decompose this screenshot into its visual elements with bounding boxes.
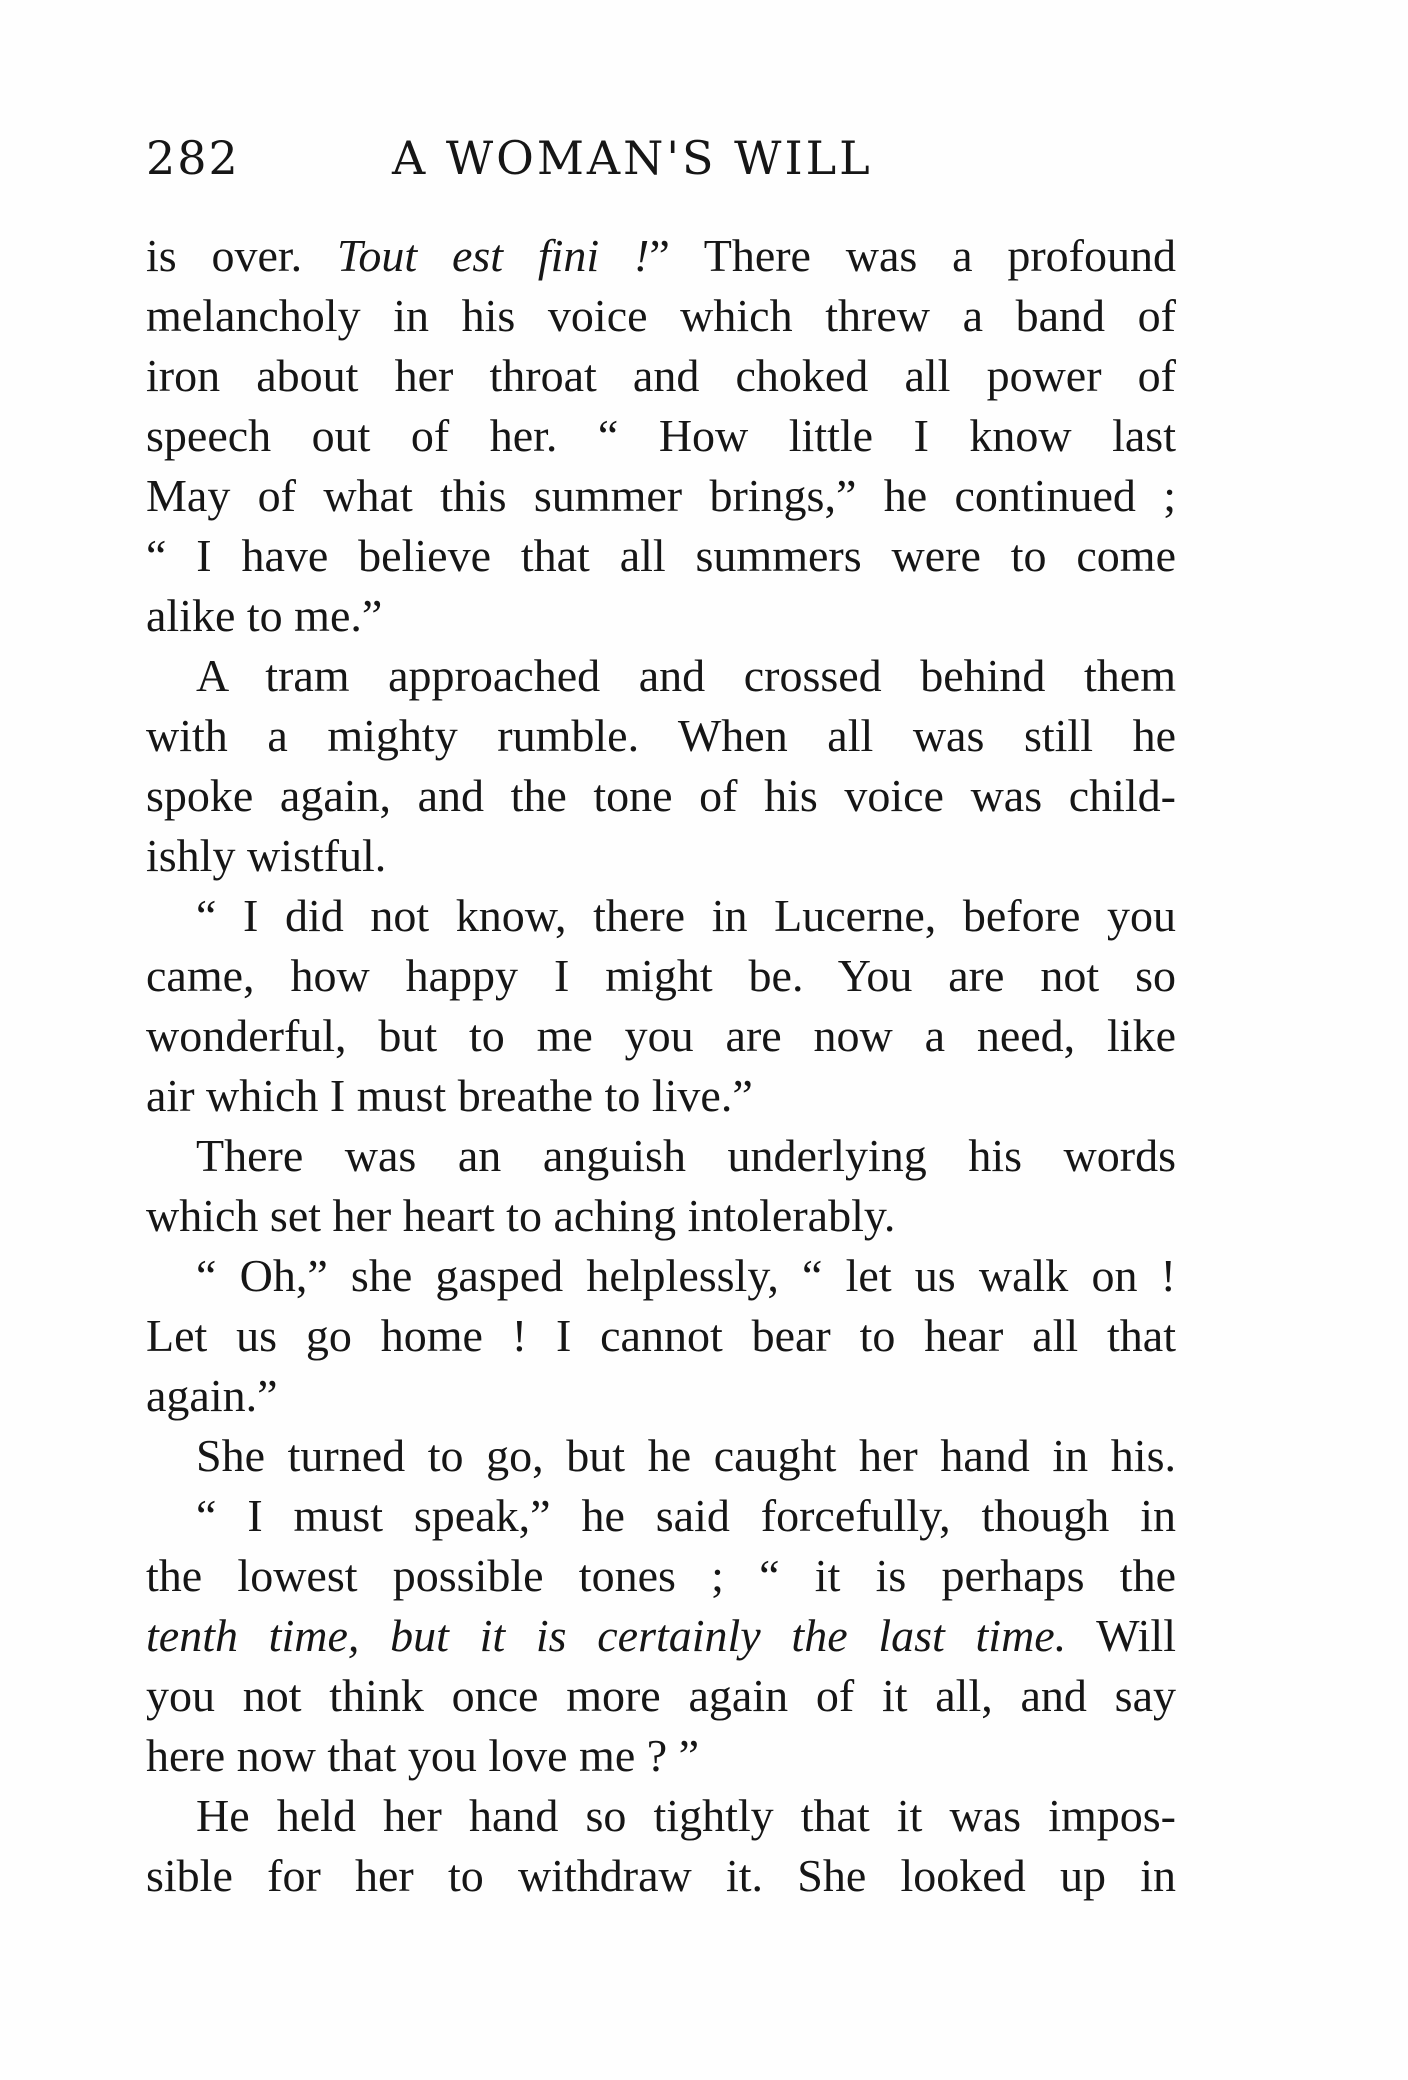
text-line: Let us go home ! I cannot bear to hear all that — [146, 1310, 1176, 1361]
running-title: A WOMAN'S WILL — [392, 131, 873, 185]
text-line: alike to me.” — [146, 590, 383, 641]
body-text — [146, 226, 1176, 1906]
text-line: “ I have believe that all summers were to come — [146, 530, 1176, 581]
text-line: There was an anguish underlying his words — [196, 1130, 1176, 1181]
text-line: tenth time, but it is certainly the last time. Will — [146, 1610, 1176, 1661]
page-header — [146, 128, 1166, 188]
text-line: iron about her throat and choked all power of — [146, 350, 1176, 401]
text-line: is over. Tout est fini !” There was a profound — [146, 230, 1176, 281]
text-line: He held her hand so tightly that it was impos- — [196, 1790, 1176, 1841]
text-line: melancholy in his voice which threw a band of — [146, 290, 1176, 341]
text-line: wonderful, but to me you are now a need, like — [146, 1010, 1176, 1061]
text-line: spoke again, and the tone of his voice was child- — [146, 770, 1176, 821]
text-line: “ Oh,” she gasped helplessly, “ let us walk on ! — [196, 1250, 1176, 1301]
text-line: sible for her to withdraw it. She looked up in — [146, 1850, 1176, 1901]
text-line: “ I did not know, there in Lucerne, before you — [196, 890, 1176, 941]
text-line: A tram approached and crossed behind them — [196, 650, 1176, 701]
text-line: speech out of her. “ How little I know last — [146, 410, 1176, 461]
text-line: you not think once more again of it all, and say — [146, 1670, 1176, 1721]
text-line: “ I must speak,” he said forcefully, though in — [196, 1490, 1176, 1541]
text-line: which set her heart to aching intolerably. — [146, 1190, 896, 1241]
text-line: air which I must breathe to live.” — [146, 1070, 753, 1121]
text-line: May of what this summer brings,” he continued ; — [146, 470, 1176, 521]
text-line: here now that you love me ? ” — [146, 1730, 700, 1781]
text-line: came, how happy I might be. You are not so — [146, 950, 1176, 1001]
page-number: 282 — [146, 131, 240, 185]
text-line: with a mighty rumble. When all was still he — [146, 710, 1176, 761]
text-line: the lowest possible tones ; “ it is perhaps the — [146, 1550, 1176, 1601]
text-line: again.” — [146, 1370, 278, 1421]
text-line: ishly wistful. — [146, 830, 387, 881]
text-line: She turned to go, but he caught her hand in his. — [196, 1430, 1176, 1481]
